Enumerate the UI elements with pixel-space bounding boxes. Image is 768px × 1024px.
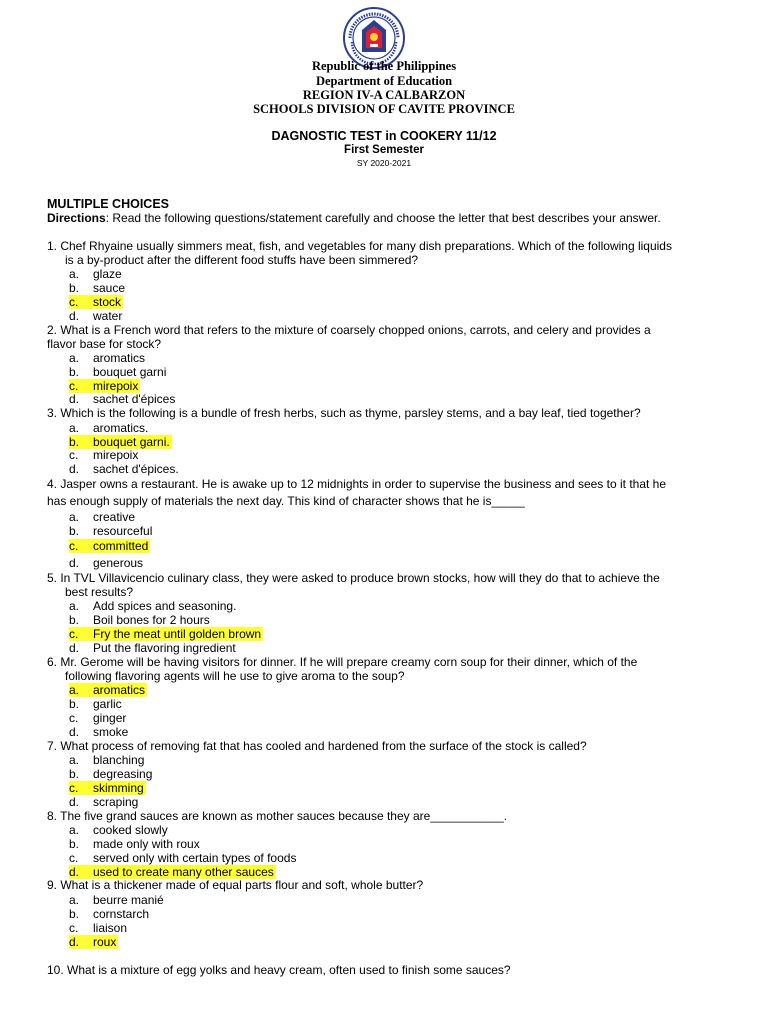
option-letter: b. xyxy=(69,907,80,921)
question-4-option-d xyxy=(69,556,143,570)
option-text: used to create many other sauces xyxy=(93,865,274,879)
option-letter: d. xyxy=(69,392,80,406)
option-text: ginger xyxy=(93,711,127,725)
question-5-option-a xyxy=(69,599,236,613)
option-text: bouquet garni. xyxy=(93,435,170,449)
question-1-option-a xyxy=(69,267,122,281)
option-text: mirepoix xyxy=(93,379,139,393)
question-3-text: 3. Which is the following is a bundle of fresh herbs, such as thyme, parsley stems, and a bay leaf, tied together? xyxy=(47,406,641,420)
option-text: aromatics xyxy=(93,683,146,697)
question-2-option-b xyxy=(69,365,166,379)
option-text: resourceful xyxy=(93,524,153,538)
question-7-option-b xyxy=(69,767,152,781)
option-text: served only with certain types of foods xyxy=(93,851,297,865)
option-text: water xyxy=(93,309,123,323)
test-title: DAGNOSTIC TEST in COOKERY 11/12 xyxy=(271,129,497,143)
option-text: smoke xyxy=(93,725,129,739)
question-3-option-c xyxy=(69,448,138,462)
question-3-option-b xyxy=(69,435,172,449)
question-5-option-d xyxy=(69,641,236,655)
question-9-option-c xyxy=(69,921,127,935)
option-text: liaison xyxy=(93,921,128,935)
option-text: scraping xyxy=(93,795,139,809)
option-letter: d. xyxy=(69,309,80,323)
option-letter: c. xyxy=(69,295,79,309)
semester: First Semester xyxy=(344,144,424,156)
option-letter: b. xyxy=(69,365,80,379)
option-text: committed xyxy=(93,539,149,553)
option-letter: b. xyxy=(69,524,80,538)
question-5-option-b xyxy=(69,613,210,627)
question-6-text: 6. Mr. Gerome will be having visitors for dinner. If he will prepare creamy corn soup for their dinner, which of the xyxy=(47,655,638,669)
option-letter: a. xyxy=(69,753,80,767)
option-text: mirepoix xyxy=(93,448,139,462)
question-4-text: 4. Jasper owns a restaurant. He is awake up to 12 midnights in order to supervise the business and sees to it that he xyxy=(47,477,667,491)
option-letter: a. xyxy=(69,823,80,837)
option-text: generous xyxy=(93,556,144,570)
option-letter: b. xyxy=(69,837,80,851)
option-text: aromatics. xyxy=(93,421,149,435)
option-letter: d. xyxy=(69,795,80,809)
option-letter: d. xyxy=(69,935,80,949)
question-1-option-d xyxy=(69,309,122,323)
question-8-text: 8. The five grand sauces are known as mother sauces because they are___________. xyxy=(47,809,508,823)
option-text: stock xyxy=(93,295,122,309)
question-3-option-d xyxy=(69,462,179,476)
header-division: SCHOOLS DIVISION OF CAVITE PROVINCE xyxy=(253,102,515,116)
option-letter: a. xyxy=(69,421,80,435)
question-8-option-a xyxy=(69,823,168,837)
question-5-text: best results? xyxy=(65,585,134,599)
question-5-text: 5. In TVL Villavicencio culinary class, they were asked to produce brown stocks, how will they do that to achieve the xyxy=(47,571,660,585)
question-4-option-b xyxy=(69,524,152,538)
option-text: Fry the meat until golden brown xyxy=(93,627,262,641)
option-text: aromatics xyxy=(93,351,146,365)
question-2-option-d xyxy=(69,392,175,406)
question-6-option-d xyxy=(69,725,128,739)
option-letter: c. xyxy=(69,448,79,462)
option-letter: d. xyxy=(69,462,80,476)
question-1-text: 1. Chef Rhyaine usually simmers meat, fish, and vegetables for many dish preparations. Which of the following liquids xyxy=(47,239,672,253)
directions-label: Directions xyxy=(47,211,106,225)
option-text: beurre manié xyxy=(93,893,164,907)
option-letter: c. xyxy=(69,711,79,725)
question-8-option-b xyxy=(69,837,200,851)
question-7-option-d xyxy=(69,795,138,809)
option-letter: c. xyxy=(69,539,79,553)
option-letter: a. xyxy=(69,510,80,524)
question-4-option-a xyxy=(69,510,135,524)
option-letter: a. xyxy=(69,893,80,907)
question-10-text: 10. What is a mixture of egg yolks and heavy cream, often used to finish some sauces? xyxy=(47,963,511,977)
question-1-option-b xyxy=(69,281,125,295)
option-text: cornstarch xyxy=(93,907,150,921)
option-letter: a. xyxy=(69,351,80,365)
option-letter: b. xyxy=(69,281,80,295)
option-text: sachet d'épices xyxy=(93,392,176,406)
option-text: Add spices and seasoning. xyxy=(93,599,237,613)
question-9-option-d xyxy=(69,935,118,949)
option-text: glaze xyxy=(93,267,122,281)
option-letter: a. xyxy=(69,599,80,613)
question-6-option-c xyxy=(69,711,126,725)
option-text: creative xyxy=(93,510,136,524)
option-letter: c. xyxy=(69,627,79,641)
option-letter: d. xyxy=(69,556,80,570)
option-text: Put the flavoring ingredient xyxy=(93,641,236,655)
question-4-text: has enough supply of materials the next day. This kind of character shows that he is_____ xyxy=(47,494,525,508)
question-2-option-c xyxy=(69,379,140,393)
question-7-option-a xyxy=(69,753,144,767)
option-letter: c. xyxy=(69,781,79,795)
option-letter: b. xyxy=(69,697,80,711)
question-6-option-b xyxy=(69,697,122,711)
question-4-option-c xyxy=(69,539,150,553)
header-department: Department of Education xyxy=(315,74,453,88)
question-1-option-c xyxy=(69,295,123,309)
question-2-text: 2. What is a French word that refers to the mixture of coarsely chopped onions, carrots, and celery and provides a xyxy=(47,323,651,337)
question-7-option-c xyxy=(69,781,146,795)
option-letter: d. xyxy=(69,725,80,739)
option-letter: c. xyxy=(69,851,79,865)
header-republic: Republic of the Philippines xyxy=(311,59,457,73)
option-letter: b. xyxy=(69,767,80,781)
directions-text: : Read the following questions/statement carefully and choose the letter that best describes your answer. xyxy=(105,211,661,225)
question-6-option-a xyxy=(69,683,147,697)
question-9-option-a xyxy=(69,893,164,907)
option-text: degreasing xyxy=(93,767,153,781)
option-letter: b. xyxy=(69,613,80,627)
question-3-option-a xyxy=(69,421,148,435)
question-9-text: 9. What is a thickener made of equal parts flour and soft, whole butter? xyxy=(47,878,424,892)
directions xyxy=(47,211,661,225)
option-letter: a. xyxy=(69,267,80,281)
option-letter: d. xyxy=(69,865,80,879)
school-year: SY 2020-2021 xyxy=(356,158,412,168)
option-text: garlic xyxy=(93,697,122,711)
option-letter: b. xyxy=(69,435,80,449)
option-letter: c. xyxy=(69,921,79,935)
option-text: bouquet garni xyxy=(93,365,167,379)
question-5-option-c xyxy=(69,627,263,641)
option-text: sauce xyxy=(93,281,126,295)
option-letter: d. xyxy=(69,641,80,655)
option-letter: c. xyxy=(69,379,79,393)
question-2-option-a xyxy=(69,351,145,365)
question-7-text: 7. What process of removing fat that has cooled and hardened from the surface of the stock is called? xyxy=(47,739,587,753)
option-text: sachet d'épices. xyxy=(93,462,179,476)
question-9-option-b xyxy=(69,907,149,921)
question-8-option-d xyxy=(69,865,276,879)
option-text: made only with roux xyxy=(93,837,200,851)
option-letter: a. xyxy=(69,683,80,697)
option-text: blanching xyxy=(93,753,145,767)
section-title: MULTIPLE CHOICES xyxy=(47,197,169,211)
question-6-text: following flavoring agents will he use to give aroma to the soup? xyxy=(65,669,405,683)
question-8-option-c xyxy=(69,851,296,865)
header-region: REGION IV-A CALBARZON xyxy=(302,88,466,102)
option-text: skimming xyxy=(93,781,144,795)
option-text: cooked slowly xyxy=(93,823,168,837)
question-1-text: is a by-product after the different food stuffs have been simmered? xyxy=(65,253,419,267)
option-text: Boil bones for 2 hours xyxy=(93,613,210,627)
option-text: roux xyxy=(93,935,117,949)
question-2-text: flavor base for stock? xyxy=(47,337,162,351)
